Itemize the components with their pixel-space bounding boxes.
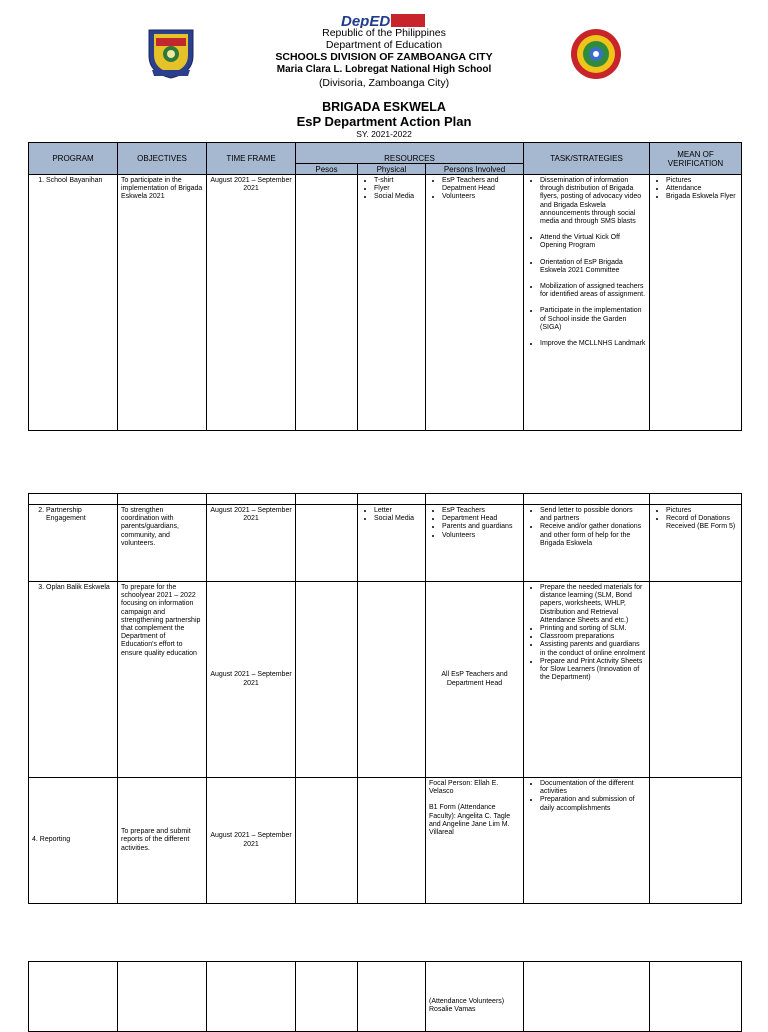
tasks-cell [524, 778, 650, 904]
physical-cell [358, 582, 426, 778]
tasks-cell [524, 582, 650, 778]
program-name: 2. Partnership Engagement [46, 507, 114, 523]
department-line: Department of Education [325, 39, 443, 51]
persons-cell: (Attendance Volunteers) Rosalie Vamas [426, 962, 524, 1032]
list-item: • Brigada Eskwela Flyer [666, 193, 738, 201]
school-year: SY. 2021-2022 [356, 129, 412, 139]
list-item: • Prepare the needed materials for distance learning (SLM, Bond papers, worksheets, WHLP, Distribution and Retrieval Attendance Sheets and etc.) [540, 584, 646, 625]
list-item: • Classroom preparations [540, 633, 646, 641]
persons-cell [426, 505, 524, 582]
list-item: • Attend the Virtual Kick Off Opening Program [540, 234, 646, 250]
list-item: • Flyer [374, 185, 422, 193]
col-verification: MEAN OF VERIFICATION [650, 143, 742, 175]
list-item: • Receive and/or gather donations and other form of help for the Brigada Eskwela [540, 523, 646, 548]
list-item: • Letter [374, 507, 422, 515]
list-item: • Improve the MCLLNHS Landmark [540, 340, 646, 348]
persons-cell: All EsP Teachers and Department Head [426, 582, 524, 778]
pesos-cell [296, 175, 358, 431]
col-objectives: OBJECTIVES [118, 143, 207, 175]
plan-title: EsP Department Action Plan [296, 114, 472, 129]
table-row [29, 505, 742, 582]
list-item: • EsP Teachers and Depatment Head [442, 177, 520, 193]
program-name: 3. Oplan Balik Eskwela [46, 584, 114, 592]
time-frame-cell: August 2021 – September 2021 [207, 175, 296, 431]
action-plan-table-continued [28, 493, 742, 904]
list-item: • Printing and sorting of SLM. [540, 625, 646, 633]
persons-cell [426, 778, 524, 904]
time-frame-cell: August 2021 – September 2021 [207, 778, 296, 904]
school-address: (Divisoria, Zamboanga City) [318, 77, 450, 89]
list-item: • Social Media [374, 515, 422, 523]
col-time-frame: TIME FRAME [207, 143, 296, 175]
physical-cell [358, 505, 426, 582]
list-item: • Preparation and submission of daily accomplishments [540, 796, 646, 812]
list-item: • T-shirt [374, 177, 422, 185]
list-item: • Social Media [374, 193, 422, 201]
tasks-cell [524, 175, 650, 431]
action-plan-table-next-page [28, 961, 742, 1032]
table-row [29, 962, 742, 1032]
physical-cell [358, 175, 426, 431]
list-item: • Volunteers [442, 193, 520, 201]
pesos-cell [296, 505, 358, 582]
attendance-faculty: B1 Form (Attendance Faculty): Angelita C. Tagle and Angeline Jane Lim M. Villareal [429, 804, 511, 837]
table-row [29, 778, 742, 904]
school-name: Maria Clara L. Lobregat National High School [276, 64, 492, 75]
program-cell: 4. Reporting [29, 778, 118, 904]
objectives-cell: To participate in the implementation of Brigada Eskwela 2021 [118, 175, 207, 431]
table-row [29, 582, 742, 778]
time-frame-cell: August 2021 – September 2021 [207, 505, 296, 582]
verification-cell [650, 778, 742, 904]
list-item: • Mobilization of assigned teachers for identified areas of assignment. [540, 283, 646, 299]
tasks-cell [524, 505, 650, 582]
list-item: • Prepare and Print Activity Sheets for Slow Learners (Innovation of the Department) [540, 658, 646, 683]
list-item: • Participate in the implementation of School inside the Garden (SIGA) [540, 307, 646, 332]
list-item: • Assisting parents and guardians in the conduct of online enrolment [540, 641, 646, 657]
verification-cell [650, 505, 742, 582]
objectives-cell: To prepare and submit reports of the different activities. [118, 778, 207, 904]
svg-text:DepED: DepED [341, 13, 391, 28]
col-persons: Persons Involved [426, 164, 524, 175]
deped-logo [339, 12, 429, 28]
list-item: • Attendance [666, 185, 738, 193]
col-physical: Physical [358, 164, 426, 175]
list-item: • Send letter to possible donors and partners [540, 507, 646, 523]
time-frame-cell: August 2021 – September 2021 [207, 582, 296, 778]
action-plan-table [28, 142, 742, 431]
spacer-row [29, 494, 742, 505]
persons-cell [426, 175, 524, 431]
program-cell [29, 505, 118, 582]
list-item: • Documentation of the different activities [540, 780, 646, 796]
col-resources: RESOURCES [296, 143, 524, 164]
pesos-cell [296, 582, 358, 778]
col-pesos: Pesos [296, 164, 358, 175]
republic-line: Republic of the Philippines [322, 27, 446, 39]
pesos-cell [296, 778, 358, 904]
focal-person: Focal Person: Ellah E. Velasco [429, 780, 499, 796]
col-program: PROGRAM [29, 143, 118, 175]
objectives-cell: To prepare for the schoolyear 2021 – 2022 focusing on information campaign and strengthening partnership that complement the Department of Education's effort to ensure quality education [118, 582, 207, 778]
list-item: • Pictures [666, 177, 738, 185]
list-item: • Dissemination of information through distribution of Brigada flyers, posting of advocacy video and Brigada Eskwela announcements through social media and through SMS blasts [540, 177, 646, 226]
table-row [29, 175, 742, 431]
list-item: • Department Head [442, 515, 520, 523]
list-item: • Orientation of EsP Brigada Eskwela 2021 Committee [540, 259, 646, 275]
list-item: • Pictures [666, 507, 738, 515]
list-item: • Volunteers [442, 532, 520, 540]
col-tasks: TASK/STRATEGIES [524, 143, 650, 175]
list-item: • Parents and guardians [442, 523, 520, 531]
program-name: 1. School Bayanihan [46, 177, 114, 185]
program-cell [29, 582, 118, 778]
program-title: BRIGADA ESKWELA [322, 100, 446, 114]
objectives-cell: To strengthen coordination with parents/guardians, community, and volunteers. [118, 505, 207, 582]
list-item: • Record of Donations Received (BE Form 5) [666, 515, 738, 531]
division-line: SCHOOLS DIVISION OF ZAMBOANGA CITY [275, 51, 493, 63]
verification-cell [650, 175, 742, 431]
list-item: • EsP Teachers [442, 507, 520, 515]
program-cell [29, 175, 118, 431]
verification-cell [650, 582, 742, 778]
physical-cell [358, 778, 426, 904]
